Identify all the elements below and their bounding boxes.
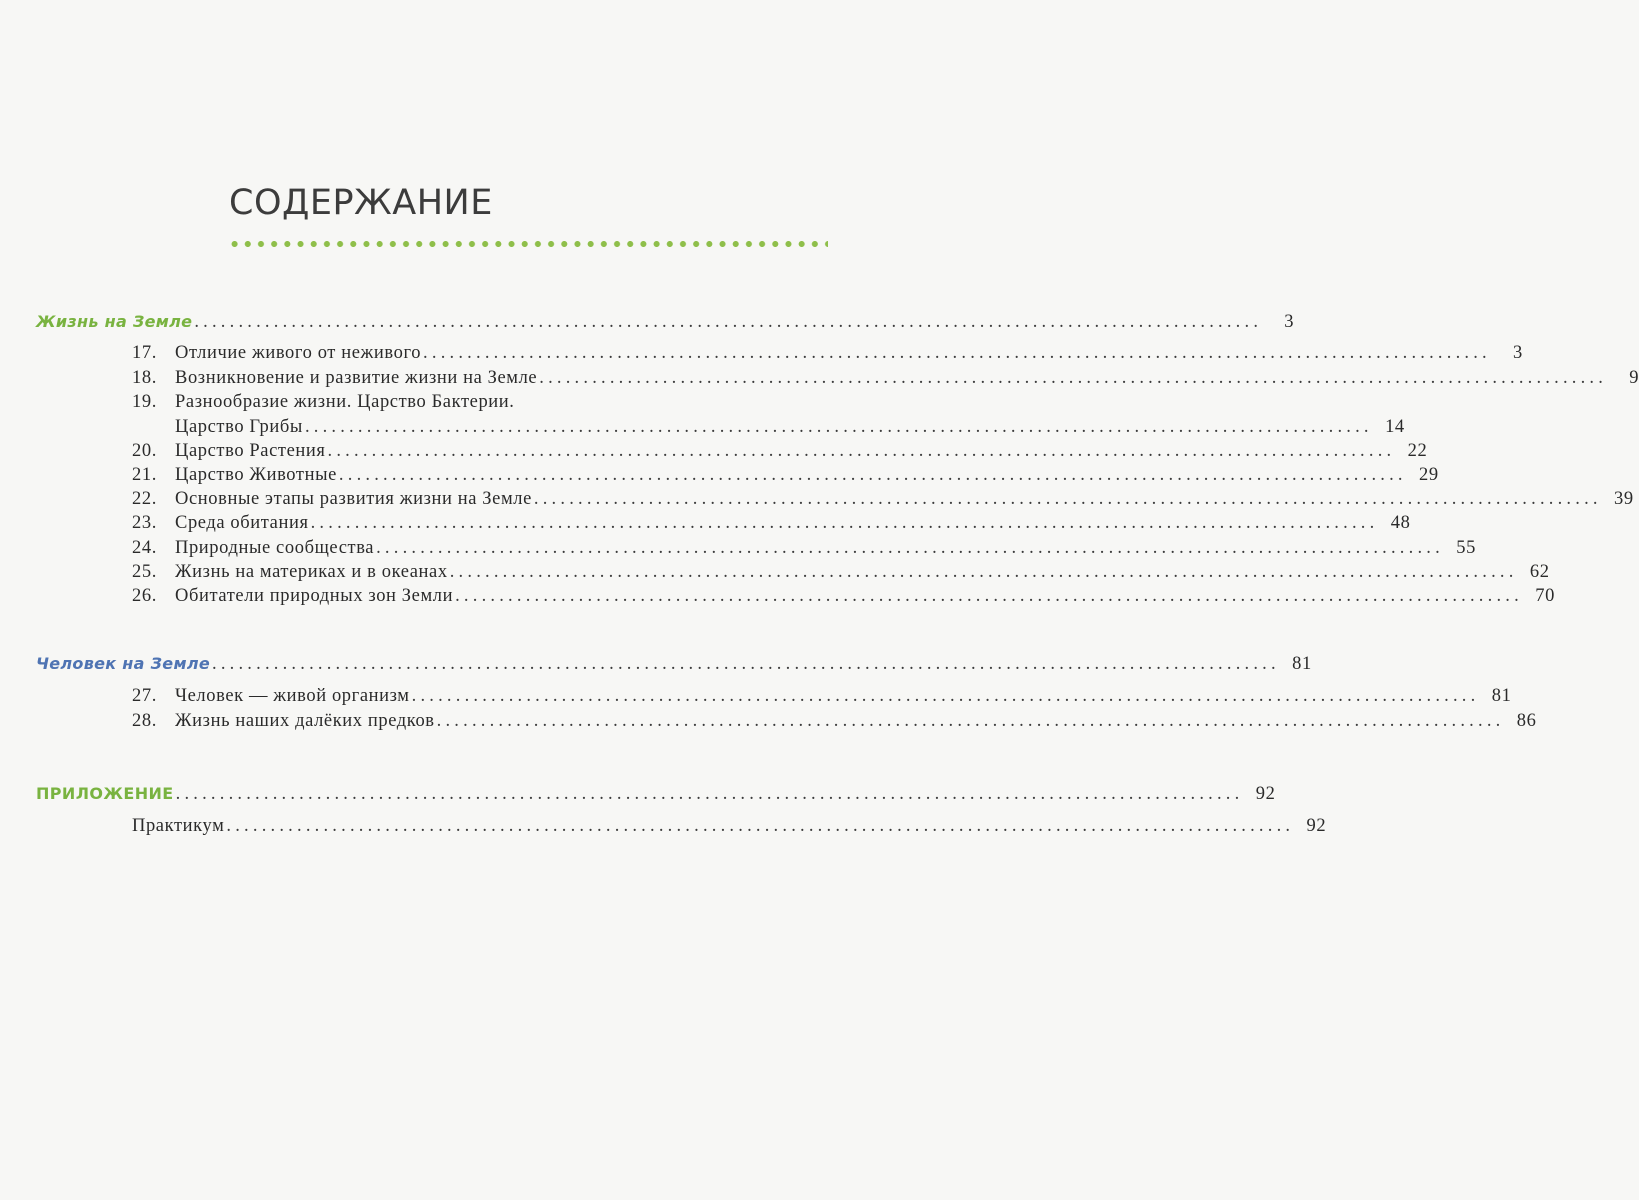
item-number: 20.: [132, 441, 157, 461]
toc-item-18[interactable]: [132, 368, 1639, 392]
item-number: 28.: [132, 711, 157, 731]
item-number: 22.: [132, 489, 157, 509]
item-title: Царство Растения: [175, 441, 326, 461]
page-number: 92: [1306, 816, 1327, 836]
item-title: Отличие живого от неживого: [175, 343, 422, 363]
dot-leader: .........................................................................................................................: [423, 343, 1491, 363]
title-dotted-rule: [228, 239, 828, 249]
item-number: 24.: [132, 538, 157, 558]
dot-leader: .........................................................................................................................: [212, 654, 1280, 674]
item-title-continued: Царство Грибы: [175, 417, 303, 437]
item-title: Царство Животные: [175, 465, 337, 485]
toc-item-22[interactable]: [132, 489, 1634, 513]
dot-leader: .........................................................................................................................: [194, 312, 1263, 332]
dot-leader: .........................................................................................................................: [533, 489, 1602, 509]
item-title: Жизнь наших далёких предков: [175, 711, 435, 731]
item-title: Основные этапы развития жизни на Земле: [175, 489, 532, 509]
toc-item-17[interactable]: [132, 343, 1523, 367]
dot-leader: .........................................................................................................................: [411, 686, 1480, 706]
item-title: Природные сообщества: [175, 538, 375, 558]
section-label: ПРИЛОЖЕНИЕ: [36, 784, 174, 803]
dot-leader: .........................................................................................................................: [304, 417, 1373, 437]
toc-item-21[interactable]: [132, 465, 1439, 489]
item-number: 23.: [132, 513, 157, 533]
page-number: 39: [1614, 489, 1634, 509]
page-number: 55: [1456, 538, 1476, 558]
toc-item-26[interactable]: [132, 586, 1555, 610]
page-number: 29: [1419, 465, 1439, 485]
page-number: 3: [1513, 343, 1523, 363]
item-number: 18.: [132, 368, 157, 388]
toc-item-20[interactable]: [132, 441, 1428, 465]
page-number: 9: [1629, 368, 1639, 388]
page-number: 81: [1292, 654, 1312, 674]
page-number: 22: [1407, 441, 1428, 461]
dot-leader: .........................................................................................................................: [449, 562, 1518, 582]
item-number: 25.: [132, 562, 157, 582]
dot-leader: .........................................................................................................................: [310, 513, 1379, 533]
toc-section-life-on-earth[interactable]: [36, 312, 1295, 336]
item-number: 27.: [132, 686, 157, 706]
page-title: СОДЕРЖАНИЕ: [229, 183, 493, 223]
toc-item-25[interactable]: [132, 562, 1550, 586]
item-title: Разнообразие жизни. Царство Бактерии.: [175, 392, 515, 412]
page-number: 14: [1385, 417, 1405, 437]
dot-leader: .........................................................................................................................: [338, 465, 1407, 485]
item-title: Практикум: [132, 816, 225, 836]
dot-leader: .........................................................................................................................: [175, 784, 1244, 804]
item-number: 26.: [132, 586, 157, 606]
item-number: 17.: [132, 343, 157, 363]
toc-section-human-on-earth[interactable]: [36, 654, 1312, 678]
dot-leader: .........................................................................................................................: [327, 441, 1396, 461]
toc-section-appendix[interactable]: [36, 784, 1276, 808]
item-title: Жизнь на материках и в океанах: [175, 562, 448, 582]
page-number: 48: [1390, 513, 1411, 533]
page-number: 3: [1284, 312, 1295, 332]
item-number: 21.: [132, 465, 157, 485]
item-title: Обитатели природных зон Земли: [175, 586, 454, 606]
toc-item-28[interactable]: [132, 711, 1537, 735]
section-label: Жизнь на Земле: [36, 312, 193, 331]
item-title: Человек — живой организм: [175, 686, 410, 706]
page-number: 70: [1535, 586, 1555, 606]
dot-leader: .........................................................................................................................: [436, 711, 1505, 731]
page-number: 92: [1255, 784, 1276, 804]
section-label: Человек на Земле: [36, 654, 210, 673]
toc-item-24[interactable]: [132, 538, 1476, 562]
toc-item-practicum[interactable]: [132, 816, 1327, 840]
toc-item-19-continued[interactable]: [132, 417, 1405, 441]
dot-leader: .........................................................................................................................: [226, 816, 1295, 836]
page-number: 81: [1491, 686, 1512, 706]
dot-leader: .........................................................................................................................: [455, 586, 1523, 606]
toc-item-19[interactable]: [132, 392, 826, 416]
dot-leader: .........................................................................................................................: [376, 538, 1444, 558]
item-title: Среда обитания: [175, 513, 309, 533]
toc-item-23[interactable]: [132, 513, 1411, 537]
item-number: 19.: [132, 392, 157, 412]
dot-leader: .........................................................................................................................: [539, 368, 1608, 388]
toc-item-27[interactable]: [132, 686, 1512, 710]
page-number: 86: [1516, 711, 1537, 731]
item-title: Возникновение и развитие жизни на Земле: [175, 368, 538, 388]
page-number: 62: [1529, 562, 1550, 582]
